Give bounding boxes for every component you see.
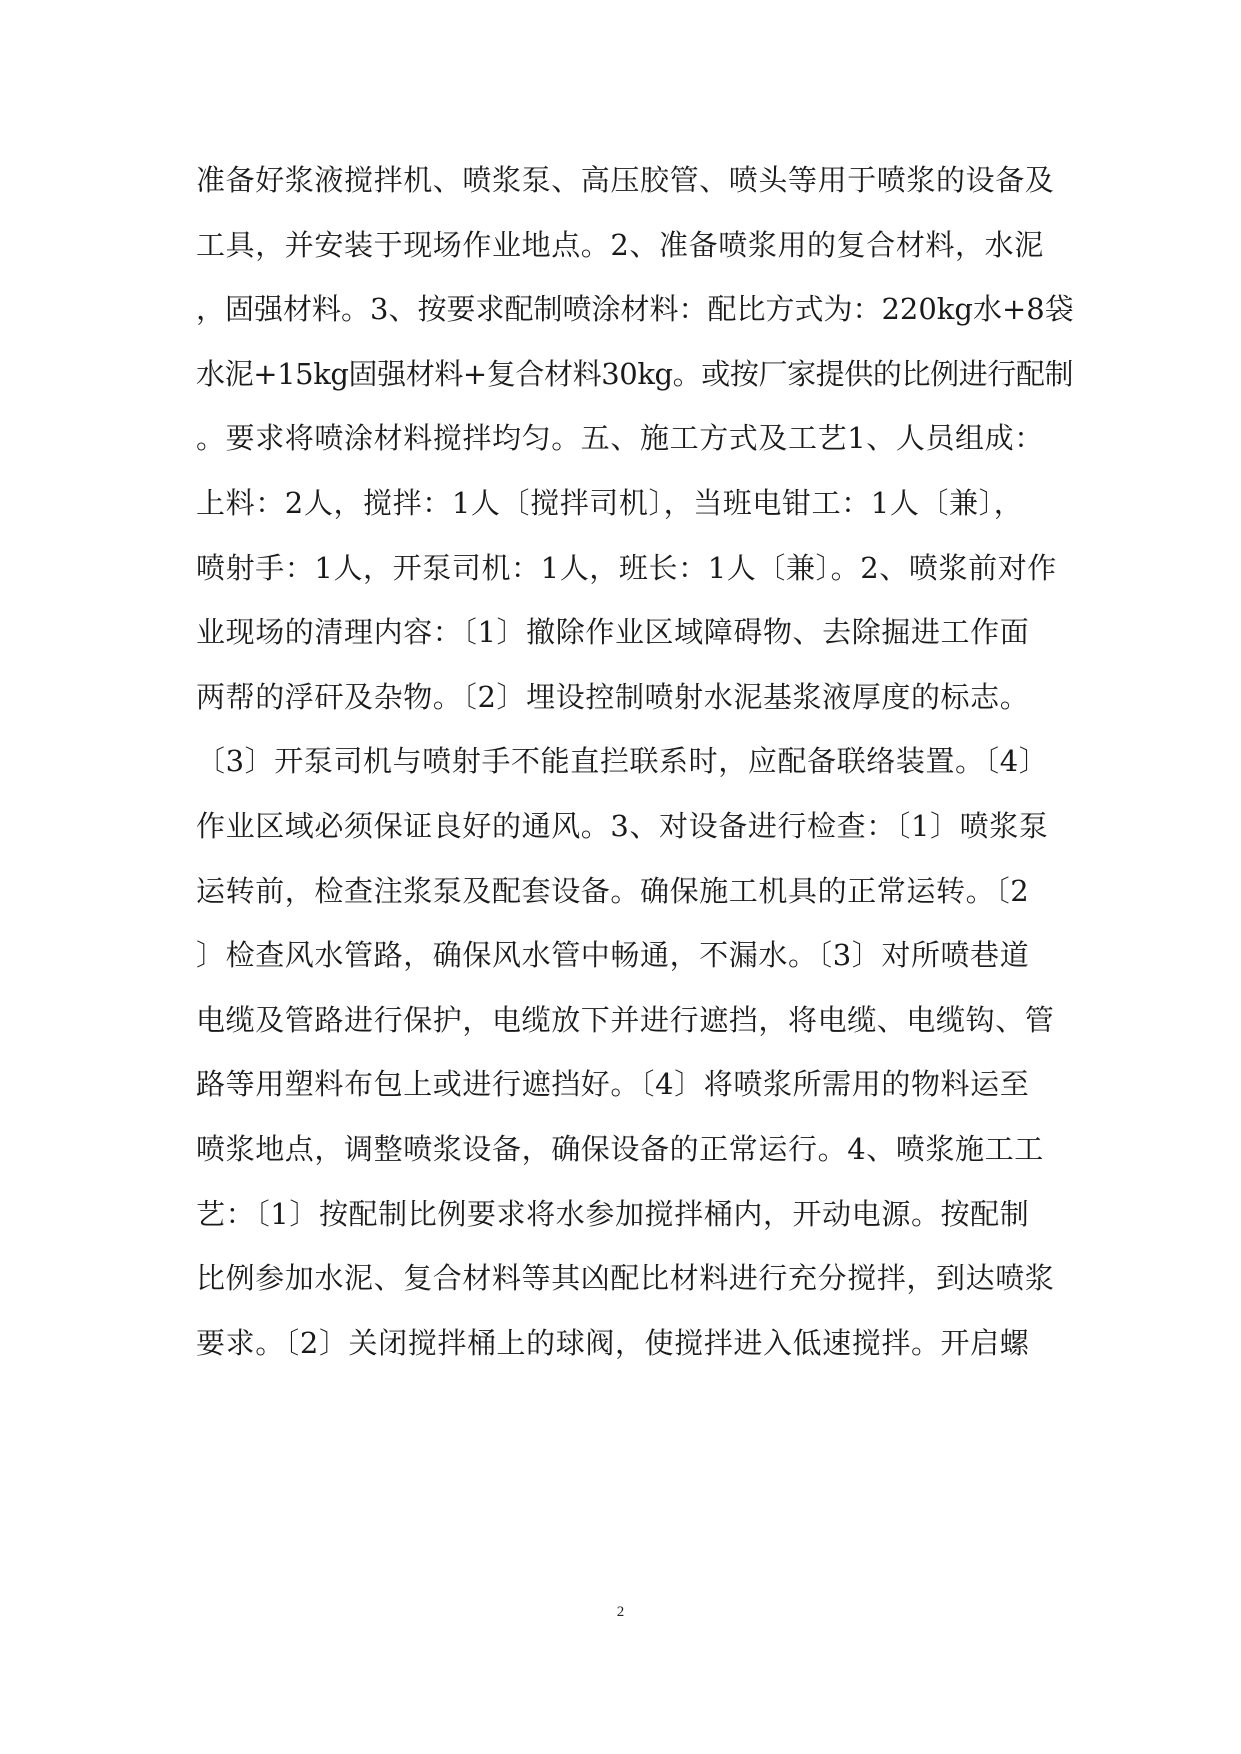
page-number: 2 [616,1604,625,1620]
text-line: 〔3〕开泵司机与喷射手不能直拦联系时，应配备联络装置。〔4〕 [196,744,1049,779]
text-line: 业现场的清理内容：〔1〕撤除作业区域障碍物、去除掘进工作面 [196,615,1030,650]
text-line: 。要求将喷涂材料搅拌均匀。五、施工方式及工艺1、人员组成： [196,421,1044,456]
text-line: 准备好浆液搅拌机、喷浆泵、高压胶管、喷头等用于喷浆的设备及 [196,163,1055,197]
text-line: 路等用塑料布包上或进行遮挡好。〔4〕将喷浆所需用的物料运至 [196,1067,1030,1102]
text-line: 工具，并安装于现场作业地点。2、准备喷浆用的复合材料，水泥 [196,227,1044,262]
text-line: 喷浆地点，调整喷浆设备，确保设备的正常运行。4、喷浆施工工 [196,1131,1044,1166]
body-text [196,148,1076,1375]
text-line: 水泥+15kg固强材料+复合材料30kg。或按厂家提供的比例进行配制 [196,356,1074,391]
text-line: 艺：〔1〕按配制比例要求将水参加搅拌桶内，开动电源。按配制 [196,1196,1030,1231]
text-line: 〕检查风水管路，确保风水管中畅通，不漏水。〔3〕对所喷巷道 [196,938,1030,973]
text-line: 作业区域必须保证良好的通风。3、对设备进行检查：〔1〕喷浆泵 [196,808,1049,843]
text-line: 要求。〔2〕关闭搅拌桶上的球阀，使搅拌进入低速搅拌。开启螺 [196,1325,1030,1360]
text-line: ，固强材料。3、按要求配制喷涂材料：配比方式为：220kg水+8袋 [196,292,1074,327]
text-line: 比例参加水泥、复合材料等其凶配比材料进行充分搅拌，到达喷浆 [196,1261,1055,1296]
text-line: 运转前，检查注浆泵及配套设备。确保施工机具的正常运转。〔2 [196,873,1030,908]
text-line: 电缆及管路进行保护，电缆放下并进行遮挡，将电缆、电缆钩、管 [196,1002,1055,1037]
text-line: 上料：2人，搅拌：1人〔搅拌司机〕，当班电钳工：1人〔兼〕， [196,485,1024,520]
text-line: 两帮的浮矸及杂物。〔2〕埋设控制喷射水泥基浆液厚度的标志。 [196,679,1030,714]
text-line: 喷射手：1人，开泵司机：1人，班长：1人〔兼〕。2、喷浆前对作 [196,550,1057,585]
